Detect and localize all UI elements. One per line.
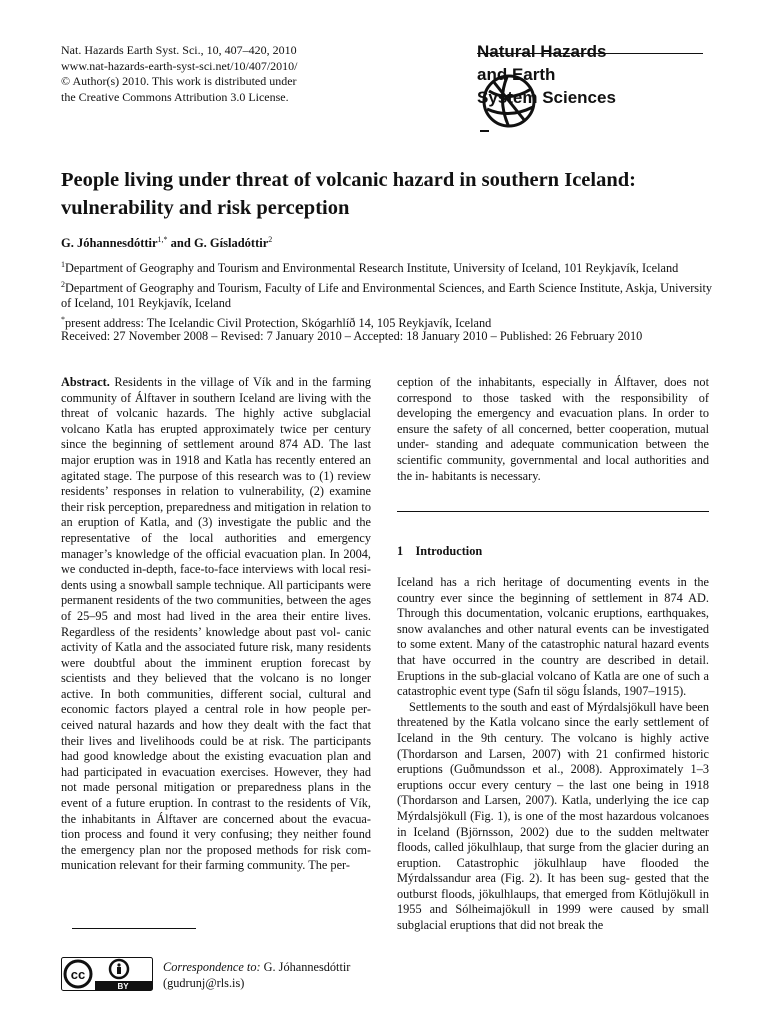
author-mark: 1,* <box>157 235 168 244</box>
affiliation-text: present address: The Icelandic Civil Protection, Skógarhlíð 14, 105 Reykjavík, Iceland <box>65 316 492 331</box>
correspondence <box>163 960 350 991</box>
journal-name-line: and Earth <box>477 65 556 84</box>
abstract-continued <box>397 375 709 484</box>
affiliation-mark: 2 <box>61 279 65 289</box>
title-line: vulnerability and risk perception <box>61 197 350 219</box>
cc-by-icon <box>61 957 153 991</box>
author-list <box>61 235 272 251</box>
journal-name-line: Natural Hazards <box>477 42 607 61</box>
correspondence-line <box>163 960 350 976</box>
abstract-label: Abstract. <box>61 375 110 389</box>
abstract-continued-text: ception of the inhabitants, especially in Álftaver, does not correspond to those tasked with the responsibility of developing the emergency and evacuation plans. In order to ensure the safety of all concerned, better cooperation, mutual under- standing and adequate communication between the scientific community, governmental and local authorities and the in- habitants is necessary. <box>397 375 709 483</box>
author-name: G. Gísladóttir <box>193 236 269 251</box>
abstract-divider <box>397 511 709 512</box>
citation-line: © Author(s) 2010. This work is distributed under <box>61 74 297 88</box>
correspondence-email[interactable]: (gudrunj@rls.is) <box>163 975 245 990</box>
affiliation-mark: 1 <box>61 260 65 269</box>
citation-line: the Creative Commons Attribution 3.0 License. <box>61 89 289 104</box>
publication-dates: Received: 27 November 2008 – Revised: 7 January 2010 – Accepted: 18 January 2010 – Published: 26 February 2010 <box>61 329 643 343</box>
affiliation-text: Department of Geography and Tourism, Faculty of Life and Environmental Sciences, and Earth Science Institute, Askja, University of Iceland, 101 Reykjavík, Iceland <box>61 280 713 311</box>
correspondence-label: Correspondence to: <box>163 960 261 974</box>
intro-paragraph: Iceland has a rich heritage of documenting events in the country ever since the beginning of settlement in 874 AD. Through this documentation, volcanic eruptions, earthquakes, snow avalanches and other natural events can be investigated to some extent. Many of the catastrophic natural hazard events that have occurred in the country are described in detail. Eruptions in the sub-glacial volcano of Katla are one of such a catastrophic event type (Safn til sögu Íslands, 1907–1915). <box>397 575 709 699</box>
section-heading <box>397 544 482 559</box>
abstract <box>61 375 371 874</box>
affiliation-text: Department of Geography and Tourism and Environmental Research Institute, University of Iceland, 101 Reykjavík, Iceland <box>65 261 679 276</box>
affiliation-item <box>61 277 716 312</box>
journal-name-line: System Sciences <box>477 88 616 107</box>
affiliations <box>61 257 716 332</box>
section-title: Introduction <box>415 544 483 558</box>
license-badge-text: BY <box>117 982 129 991</box>
affiliation-item <box>61 257 716 277</box>
title-line: People living under threat of volcanic hazard in southern Iceland: <box>61 169 636 191</box>
correspondence-name: G. Jóhannesdóttir <box>260 960 351 974</box>
abstract-paragraph <box>61 375 371 874</box>
affiliation-mark: * <box>61 314 65 324</box>
author-joiner: and <box>167 236 194 251</box>
citation-line: Nat. Hazards Earth Syst. Sci., 10, 407–420, 2010 <box>61 43 297 57</box>
paper-title <box>61 166 711 222</box>
intro-paragraph: Settlements to the south and east of Mýrdalsjökull have been threatened by the Katla volcano since the early settlement of Iceland in the 9th century. The volcano is highly active (Thordarson and Larsen, 2007) with 21 confirmed historic eruptions (Guðmundsson et al., 2008). Approximately 1–3 eruptions occur every century – the last one being in 1918 (Thordarson and Larsen, 2007). Katla, underlying the ice cap Mýrdalsjökull (Fig. 1), is one of the most hazardous volcanoes in Iceland (Björnsson, 2002) due to the sudden meltwater floods, called jökulhlaup, that surge from the glacier during an eruption. Catastrophic jökulhlaup have flooded the Mýrdalssandur area (Fig. 2). It has been sug- gested that the outburst floods, jökulhlaups, that emerged from Kötlujökull in 1955 and Sólheimajökull in 1999 were caused by small subglacial eruptions that did not break the <box>397 699 709 933</box>
citation-line: www.nat-hazards-earth-syst-sci.net/10/407/2010/ <box>61 58 298 73</box>
abstract-text: Residents in the village of Vík and in the farming community of Álftaver in southern Iceland are living with the threat of volcanic hazards. The highly active subglacial volcano Katla has erupted approximately twice per century since the beginning of settlement around 874 AD. The last major eruption was in 1918 and Katla has recently entered an agitated stage. The purpose of this research was to (1) review residents’ responses in relation to vulnerability, (2) examine their risk perception, preparedness and mitigation in relation to an eruption of Katla, and (3) investigate the public and the representative of the local authorities and emergency manager’s knowledge of the official evacuation plan. In 2004, we conducted in-depth, face-to-face interviews with local resi- dents using a snowball sample technique. All participants were permanent residents of the two communities, between the ages of 25–95 and most had lived in the area their entire lives. Regardless of the residents’ knowledge about past vol- canic activity of Katla and the associated future risk, many residents were doubtful about the imminent eruption forecast by scientists and they believed that the volcano is no longer active. In both communities, different social, cultural and economic factors played a central role in how people per- ceived natural hazards and how they dealt with the fact that their lives and livelihoods could be at risk. The participants had good knowledge about the existing evacuation plan and had participated in evacuation exercises. However, they had not made personal mitigation or preparedness plans in the event of a future eruption. In contrast to the residents of Vík, the inhabitants in Álftaver are concerned about the evacua- tion process and found it very confusing; they neither found the emergency plan nor the proposed methods for risk com- munication relevant for their farming community. The per- <box>61 375 371 873</box>
citation-block <box>61 43 361 105</box>
footnote-rule <box>72 928 196 929</box>
svg-text:cc: cc <box>70 967 86 982</box>
section-number: 1 <box>397 544 404 558</box>
author-name: G. Jóhannesdóttir <box>61 236 158 251</box>
introduction-body <box>397 575 709 934</box>
author-mark: 2 <box>268 235 273 244</box>
